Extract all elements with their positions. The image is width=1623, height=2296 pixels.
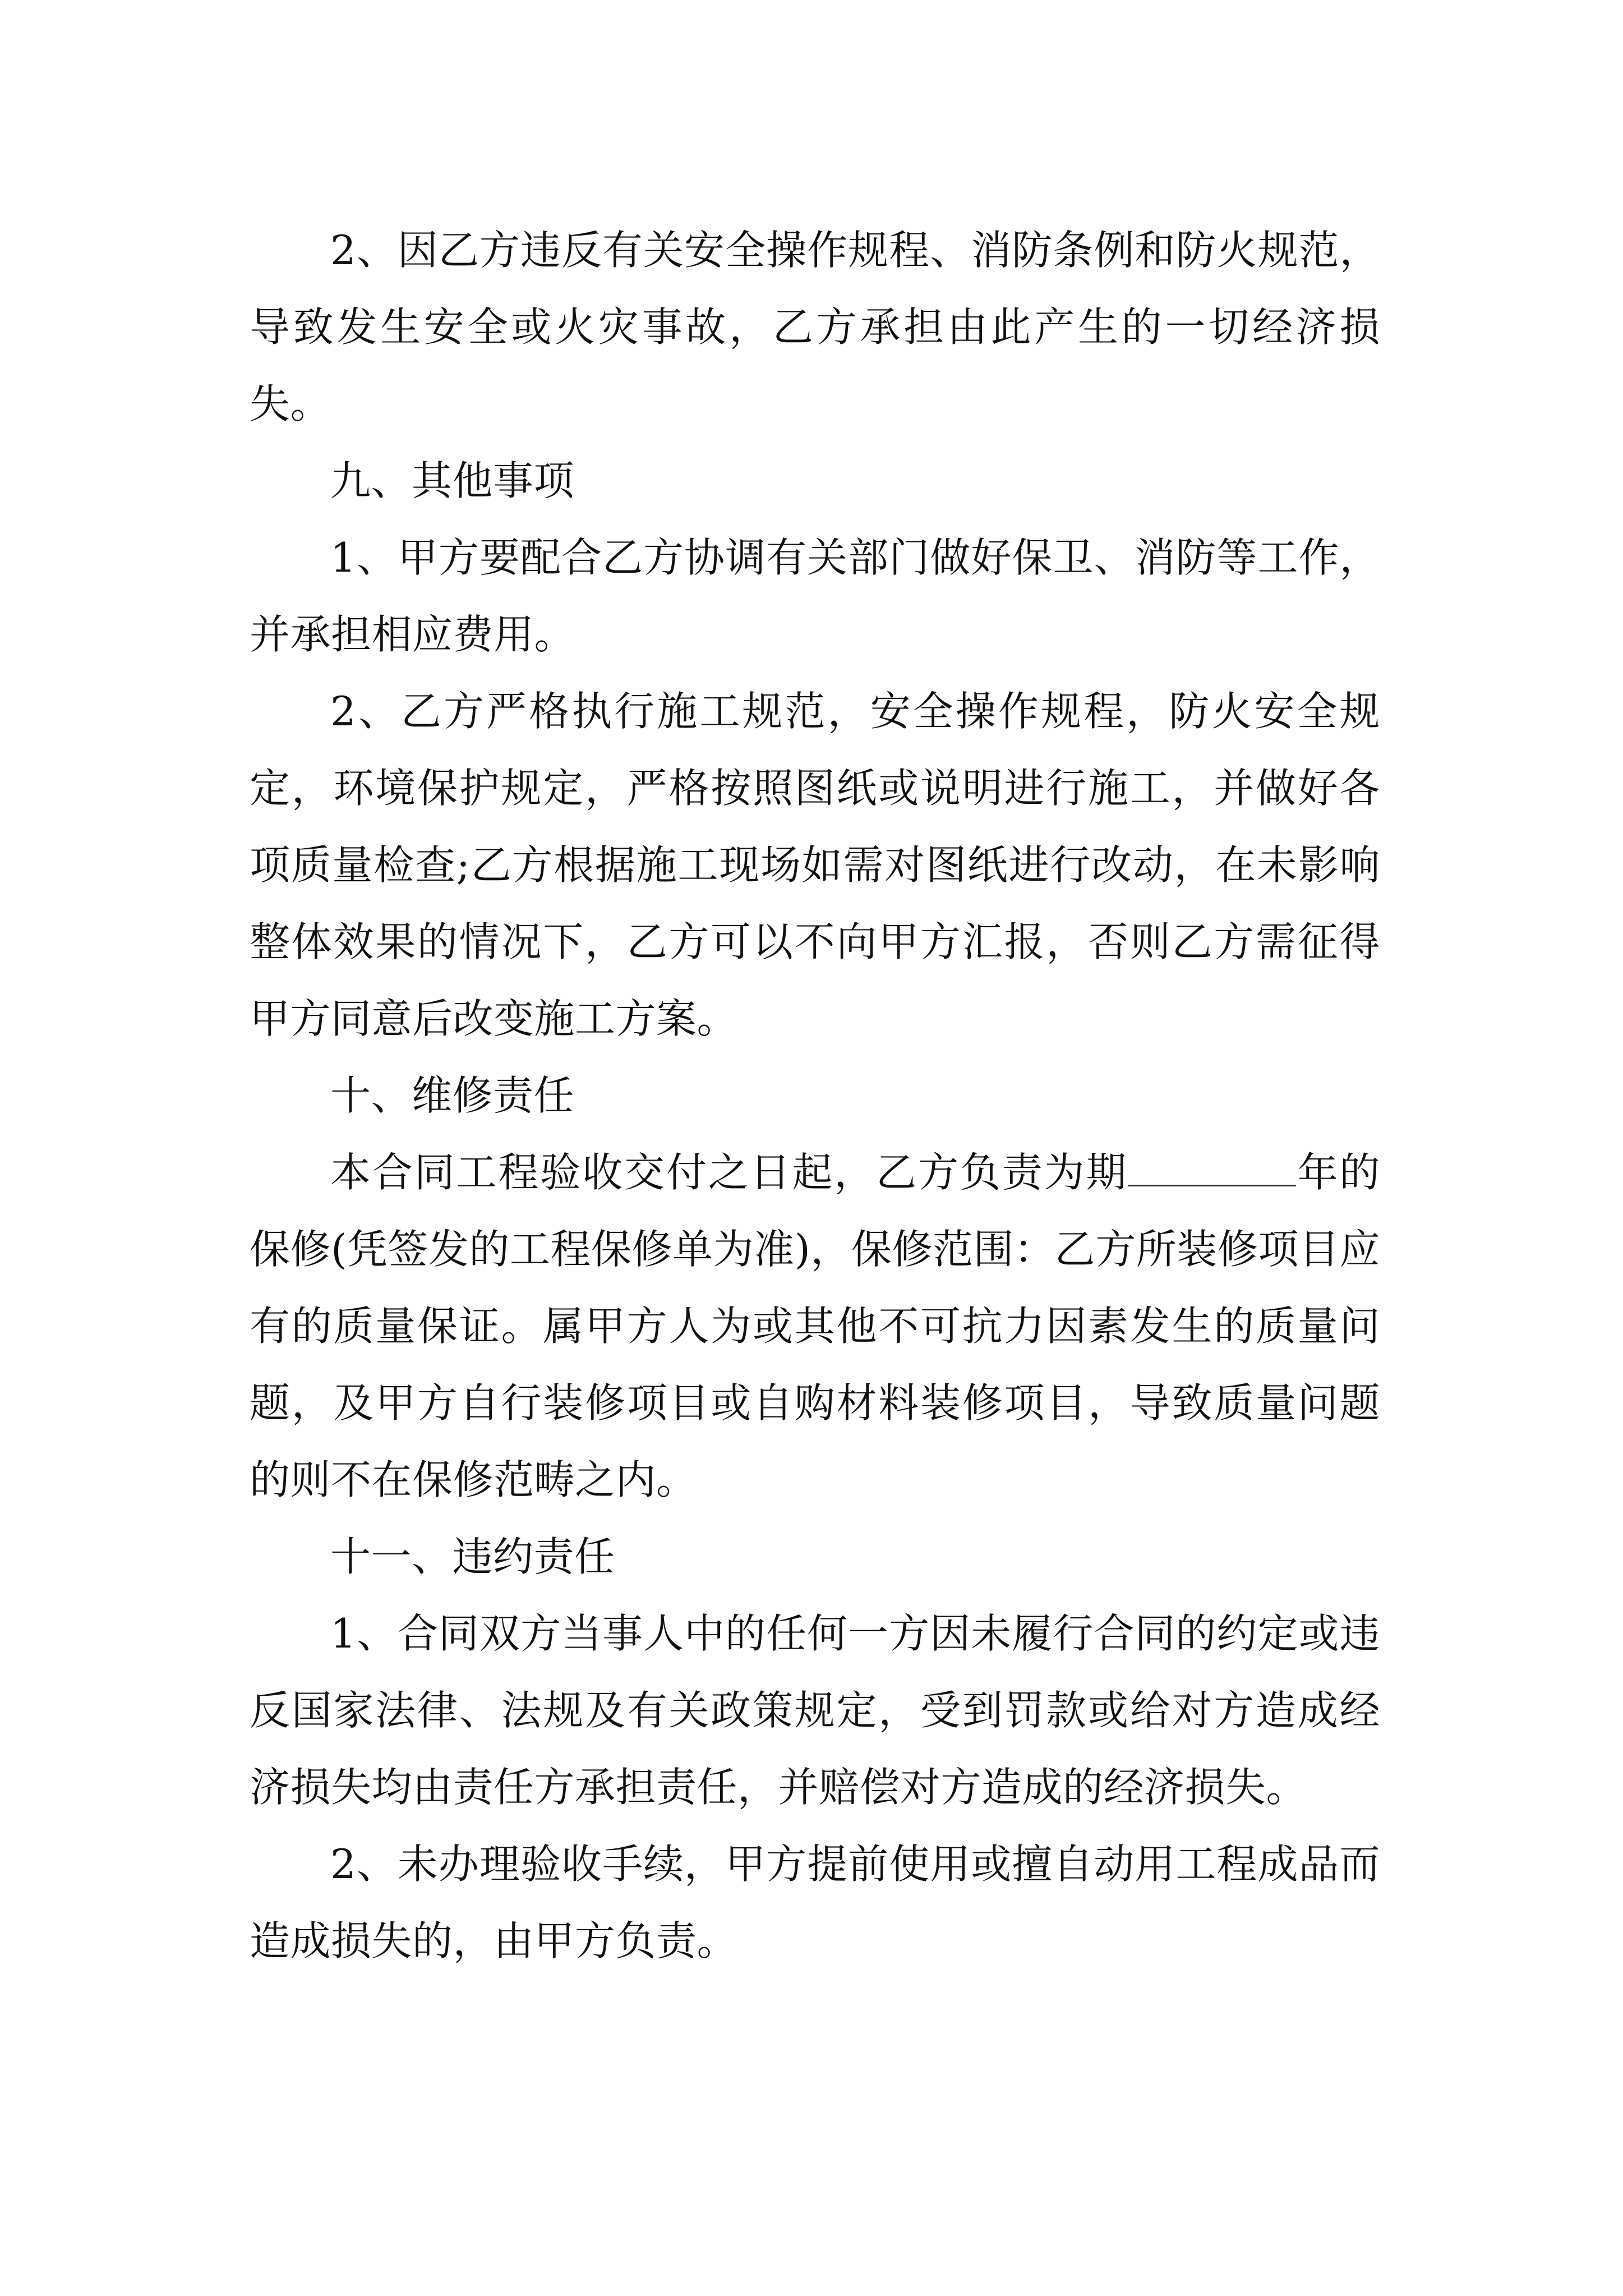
paragraph-party-a-cooperation: 1、甲方要配合乙方协调有关部门做好保卫、消防等工作，并承担相应费用。 [250, 534, 1380, 658]
section-heading-other-matters: 九、其他事项 [330, 457, 575, 504]
section-heading-breach: 十一、违约责任 [330, 1533, 615, 1580]
paragraph-breach-liability: 1、合同双方当事人中的任何一方因未履行合同的约定或违反国家法律、法规及有关政策规定，受到罚款或给对方造成经济损失均由责任方承担责任，并赔偿对方造成的经济损失。 [250, 1610, 1380, 1811]
paragraph-early-use-liability: 2、未办理验收手续，甲方提前使用或擅自动用工程成品而造成损失的，由甲方负责。 [250, 1841, 1380, 1964]
paragraph-fire-safety-liability: 2、因乙方违反有关安全操作规程、消防条例和防火规范，导致发生安全或火灾事故，乙方承担由此产生的一切经济损失。 [250, 227, 1380, 427]
warranty-years-blank [1128, 1151, 1296, 1186]
document-body [250, 212, 1380, 1980]
warranty-text-before: 本合同工程验收交付之日起，乙方负责为期 [330, 1149, 1128, 1196]
paragraph-construction-standards: 2、乙方严格执行施工规范，安全操作规程，防火安全规定，环境保护规定，严格按照图纸或说明进行施工，并做好各项质量检查;乙方根据施工现场如需对图纸进行改动，在未影响整体效果的情况下，乙方可以不向甲方汇报，否则乙方需征得甲方同意后改变施工方案。 [250, 688, 1380, 1042]
warranty-text-after: 年的保修(凭签发的工程保修单为准)，保修范围：乙方所装修项目应有的质量保证。属甲方人为或其他不可抗力因素发生的质量问题，及甲方自行装修项目或自购材料装修项目，导致质量问题的则不在保修范畴之内。 [250, 1149, 1380, 1503]
section-heading-maintenance: 十、维修责任 [330, 1072, 575, 1119]
paragraph-warranty-period [250, 1134, 1380, 1519]
